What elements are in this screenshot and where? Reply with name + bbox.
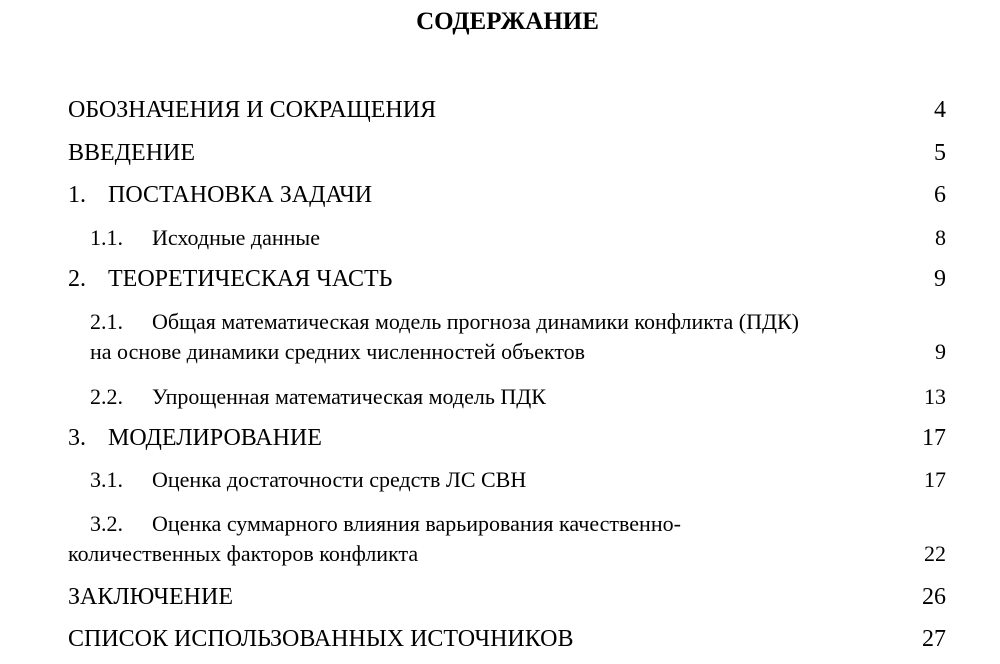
toc-entry-title: ПОСТАНОВКА ЗАДАЧИ [108, 182, 373, 208]
toc-entry[interactable] [68, 180, 946, 210]
toc-entry-number: 1.1. [90, 225, 123, 250]
toc-entry[interactable] [68, 264, 946, 294]
toc-entry-title: Исходные данные [152, 225, 320, 250]
toc-entry-title: СПИСОК ИСПОЛЬЗОВАННЫХ ИСТОЧНИКОВ [68, 626, 574, 652]
toc-entry[interactable] [68, 509, 946, 569]
toc-entry-page: 6 [934, 182, 946, 208]
toc-entry[interactable] [68, 307, 946, 367]
toc-entry-title: Оценка суммарного влияния варьирования качественно- [152, 511, 681, 536]
toc-entry[interactable] [68, 95, 946, 125]
toc-entry-title: МОДЕЛИРОВАНИЕ [108, 425, 322, 451]
toc-entry-title: Общая математическая модель прогноза динамики конфликта (ПДК) [152, 309, 800, 334]
toc-entry[interactable] [68, 138, 946, 168]
toc-entry-number: 2.2. [90, 384, 123, 409]
toc-entry-title: Оценка достаточности средств ЛС СВН [152, 467, 527, 492]
toc-entry-page: 9 [935, 339, 946, 364]
toc-entry-title: ЗАКЛЮЧЕНИЕ [68, 584, 233, 610]
toc-entry-title: Упрощенная математическая модель ПДК [152, 384, 546, 409]
toc-entry-page: 9 [934, 266, 946, 292]
toc-entry-page: 8 [935, 225, 946, 250]
toc-entry[interactable] [90, 465, 946, 495]
toc-entry[interactable] [90, 382, 946, 412]
toc-entry-page: 27 [922, 626, 946, 652]
toc-entry[interactable] [68, 624, 946, 654]
page-title: СОДЕРЖАНИЕ [416, 8, 599, 35]
toc-entry[interactable] [90, 223, 946, 253]
toc-entry-title: ТЕОРЕТИЧЕСКАЯ ЧАСТЬ [108, 266, 393, 292]
toc-entry-continuation: количественных факторов конфликта [68, 541, 419, 566]
toc-entry-continuation: на основе динамики средних численностей объектов [90, 339, 586, 364]
toc-entry-number: 3.1. [90, 467, 123, 492]
toc-entry-page: 4 [934, 97, 946, 123]
toc-entry-number: 2.1. [90, 309, 123, 334]
toc-entry-page: 17 [922, 425, 946, 451]
toc-entry-number: 3. [68, 425, 86, 451]
toc-entry-title: ВВЕДЕНИЕ [68, 140, 196, 166]
toc-entry-page: 13 [924, 384, 946, 409]
toc-entry[interactable] [68, 423, 946, 453]
toc-entry-number: 3.2. [90, 511, 123, 536]
toc-entry-title: ОБОЗНАЧЕНИЯ И СОКРАЩЕНИЯ [68, 97, 437, 123]
toc-entry-number: 1. [68, 182, 86, 208]
toc-entry-page: 5 [934, 140, 946, 166]
toc-entry-page: 22 [924, 541, 946, 566]
toc-entry-page: 26 [922, 584, 946, 610]
toc-entry-page: 17 [924, 467, 946, 492]
toc-entry[interactable] [68, 582, 946, 612]
toc-entry-number: 2. [68, 266, 86, 292]
